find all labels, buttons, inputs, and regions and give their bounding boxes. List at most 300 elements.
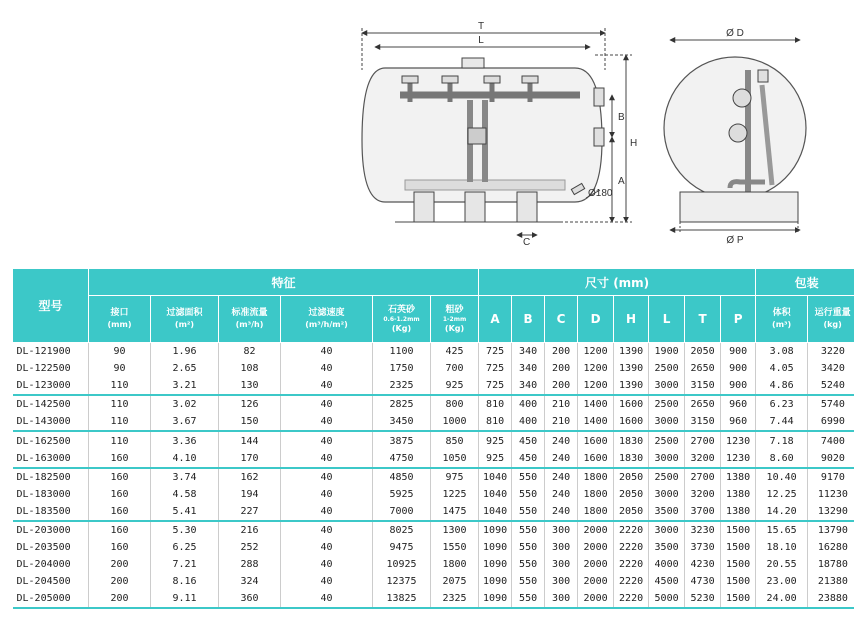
- dim-label-c: C: [523, 237, 531, 248]
- table-cell: 200: [89, 590, 151, 608]
- model-cell: DL-123000: [13, 377, 89, 395]
- col-unit: (Kg): [391, 323, 412, 333]
- table-cell: 210: [545, 395, 578, 413]
- model-cell: DL-182500: [13, 468, 89, 486]
- table-cell: 5.30: [151, 521, 219, 539]
- table-cell: 4500: [649, 573, 685, 590]
- table-cell: 340: [512, 360, 545, 377]
- table-cell: 10.40: [756, 468, 808, 486]
- table-cell: 1390: [614, 360, 649, 377]
- model-cell: DL-142500: [13, 395, 89, 413]
- table-cell: 2220: [614, 573, 649, 590]
- table-cell: 800: [431, 395, 479, 413]
- dim-label-a: A: [618, 176, 625, 187]
- table-cell: 240: [545, 503, 578, 521]
- table-cell: 12375: [373, 573, 431, 590]
- table-cell: 1600: [578, 450, 614, 468]
- table-cell: 1380: [721, 468, 756, 486]
- model-cell: DL-183000: [13, 486, 89, 503]
- model-cell: DL-122500: [13, 360, 89, 377]
- table-cell: 2000: [578, 556, 614, 573]
- col-label: 标准流量: [231, 308, 268, 318]
- table-cell: 1040: [479, 503, 512, 521]
- size-group-header: 尺寸 (mm): [479, 269, 756, 296]
- table-cell: 550: [512, 556, 545, 573]
- col-header-b: B: [512, 296, 545, 343]
- table-cell: 162: [219, 468, 281, 486]
- table-cell: 725: [479, 343, 512, 361]
- table-cell: 40: [281, 539, 373, 556]
- table-cell: 200: [545, 377, 578, 395]
- table-row: [13, 590, 854, 608]
- table-cell: 1040: [479, 468, 512, 486]
- col-unit: (m³/h/m²): [305, 320, 348, 329]
- table-cell: 2650: [685, 395, 721, 413]
- table-cell: 1100: [373, 343, 431, 361]
- table-cell: 18.10: [756, 539, 808, 556]
- col-header-coarse-sand: [431, 296, 479, 343]
- table-cell: 12.25: [756, 486, 808, 503]
- table-cell: 200: [89, 573, 151, 590]
- col-header-filter-speed: [281, 296, 373, 343]
- col-header-c: C: [545, 296, 578, 343]
- table-cell: 40: [281, 556, 373, 573]
- table-cell: 1800: [578, 503, 614, 521]
- table-cell: 2700: [685, 431, 721, 449]
- table-cell: 1400: [578, 413, 614, 431]
- table-cell: 450: [512, 431, 545, 449]
- table-cell: 110: [89, 413, 151, 431]
- table-cell: 9020: [820, 452, 845, 464]
- table-cell: 300: [545, 573, 578, 590]
- table-cell: 2000: [578, 539, 614, 556]
- table-cell: 8.60: [756, 450, 808, 468]
- table-cell: 550: [512, 503, 545, 521]
- col-label: 接口: [110, 308, 129, 318]
- table-row: [13, 395, 854, 413]
- col-label: 过滤速度: [308, 308, 345, 318]
- table-cell: 400: [512, 413, 545, 431]
- table-cell: 4.05: [756, 360, 808, 377]
- dim-label-diameter-p: Ø P: [726, 235, 744, 246]
- table-cell: 288: [219, 556, 281, 573]
- table-cell: 170: [219, 450, 281, 468]
- table-cell: 4000: [649, 556, 685, 573]
- table-cell: 194: [219, 486, 281, 503]
- table-cell: 340: [512, 343, 545, 361]
- table-cell: 5240: [820, 380, 845, 392]
- table-cell: 1225: [431, 486, 479, 503]
- table-cell: 1500: [721, 521, 756, 539]
- table-cell: 1830: [614, 450, 649, 468]
- table-cell: 90: [89, 343, 151, 361]
- table-cell: 2650: [685, 360, 721, 377]
- dim-label-d180: Ø180: [588, 188, 613, 199]
- table-cell: 3.36: [151, 431, 219, 449]
- table-cell: 2220: [614, 521, 649, 539]
- table-cell: 1000: [431, 413, 479, 431]
- table-cell: 150: [219, 413, 281, 431]
- table-cell: 15.65: [756, 521, 808, 539]
- table-cell: 450: [512, 450, 545, 468]
- side-view: [362, 28, 632, 235]
- table-cell: 1200: [578, 343, 614, 361]
- table-cell: 3.74: [151, 468, 219, 486]
- table-cell: 1040: [479, 486, 512, 503]
- table-cell: 550: [512, 521, 545, 539]
- col-header-port: [89, 296, 151, 343]
- table-cell: 40: [281, 343, 373, 361]
- table-row: [13, 450, 854, 468]
- table-cell: 9.11: [151, 590, 219, 608]
- table-cell: 3150: [685, 377, 721, 395]
- table-cell: 3700: [685, 503, 721, 521]
- package-group-header: 包装: [756, 269, 854, 296]
- table-cell: 3000: [649, 450, 685, 468]
- table-row: [13, 573, 854, 590]
- table-cell: 5000: [649, 590, 685, 608]
- table-cell: 160: [89, 450, 151, 468]
- dim-label-diameter-d: Ø D: [726, 28, 744, 39]
- table-cell: 975: [431, 468, 479, 486]
- col-header-filter-area: [151, 296, 219, 343]
- table-cell: 900: [721, 377, 756, 395]
- table-cell: 1380: [721, 486, 756, 503]
- table-cell: 425: [431, 343, 479, 361]
- table-cell: 227: [219, 503, 281, 521]
- model-cell: DL-183500: [13, 503, 89, 521]
- table-cell: 160: [89, 503, 151, 521]
- table-cell: 1600: [614, 413, 649, 431]
- table-cell: 6990: [820, 416, 845, 428]
- table-row: [13, 377, 854, 395]
- table-cell: 4730: [685, 573, 721, 590]
- col-header-volume: [756, 296, 808, 343]
- table-cell: 3000: [649, 521, 685, 539]
- table-cell: 1200: [578, 377, 614, 395]
- table-cell: 1500: [721, 573, 756, 590]
- table-cell: 160: [89, 468, 151, 486]
- table-row: [13, 431, 854, 449]
- table-cell: 16280: [817, 542, 848, 554]
- table-row: [13, 486, 854, 503]
- table-cell: 21380: [817, 576, 848, 588]
- table-cell: 216: [219, 521, 281, 539]
- table-cell: 1400: [578, 395, 614, 413]
- table-cell: 144: [219, 431, 281, 449]
- table-cell: 1500: [721, 590, 756, 608]
- table-cell: 40: [281, 486, 373, 503]
- table-cell: 40: [281, 503, 373, 521]
- technical-drawing: [0, 0, 854, 268]
- table-cell: 24.00: [756, 590, 808, 608]
- table-cell: 8025: [373, 521, 431, 539]
- table-cell: 3000: [649, 413, 685, 431]
- table-cell: 200: [545, 360, 578, 377]
- table-cell: 40: [281, 377, 373, 395]
- table-cell: 300: [545, 539, 578, 556]
- table-cell: 4.10: [151, 450, 219, 468]
- table-cell: 40: [281, 413, 373, 431]
- col-header-t: T: [685, 296, 721, 343]
- table-cell: 1.96: [151, 343, 219, 361]
- table-cell: 1600: [614, 395, 649, 413]
- table-cell: 1050: [431, 450, 479, 468]
- table-cell: 550: [512, 468, 545, 486]
- table-cell: 550: [512, 539, 545, 556]
- table-cell: 324: [219, 573, 281, 590]
- model-cell: DL-162500: [13, 431, 89, 449]
- table-cell: 2050: [685, 343, 721, 361]
- table-cell: 5230: [685, 590, 721, 608]
- table-cell: 3420: [820, 363, 845, 375]
- table-cell: 130: [219, 377, 281, 395]
- table-cell: 160: [89, 486, 151, 503]
- table-cell: 2325: [431, 590, 479, 608]
- table-cell: 2500: [649, 360, 685, 377]
- table-row: [13, 360, 854, 377]
- table-cell: 7.18: [756, 431, 808, 449]
- table-cell: 1380: [721, 503, 756, 521]
- table-cell: 1500: [721, 539, 756, 556]
- table-cell: 5.41: [151, 503, 219, 521]
- table-cell: 8.16: [151, 573, 219, 590]
- table-cell: 2500: [649, 468, 685, 486]
- col-header-flow: [219, 296, 281, 343]
- table-cell: 1550: [431, 539, 479, 556]
- dim-label-b: B: [618, 112, 625, 123]
- table-cell: 40: [281, 468, 373, 486]
- table-cell: 110: [89, 431, 151, 449]
- table-cell: 1900: [649, 343, 685, 361]
- table-cell: 810: [479, 413, 512, 431]
- col-header-quartz-sand: [373, 296, 431, 343]
- table-cell: 23880: [808, 590, 854, 608]
- table-cell: 110: [89, 395, 151, 413]
- table-cell: 13790: [808, 521, 854, 539]
- col-label: 运行重量: [814, 308, 851, 318]
- table-cell: 90: [89, 360, 151, 377]
- table-cell: 1090: [479, 573, 512, 590]
- table-cell: 1230: [721, 450, 756, 468]
- table-cell: 23.00: [756, 573, 808, 590]
- table-cell: 2325: [373, 377, 431, 395]
- col-label: 过滤面积: [166, 308, 203, 318]
- table-cell: 82: [219, 343, 281, 361]
- table-cell: 2000: [578, 521, 614, 539]
- table-cell: 6.23: [756, 395, 808, 413]
- table-cell: 3450: [373, 413, 431, 431]
- table-row: [13, 539, 854, 556]
- table-cell: 3500: [649, 539, 685, 556]
- table-cell: 7400: [808, 431, 854, 449]
- table-cell: 1500: [721, 556, 756, 573]
- col-note: 0.6-1.2mm: [383, 315, 420, 323]
- table-cell: 3730: [685, 539, 721, 556]
- table-cell: 550: [512, 590, 545, 608]
- front-view: [664, 40, 806, 234]
- table-row: [13, 556, 854, 573]
- table-cell: 110: [89, 377, 151, 395]
- table-cell: 7000: [373, 503, 431, 521]
- col-header-a: A: [479, 296, 512, 343]
- table-cell: 40: [281, 573, 373, 590]
- col-note: 1-2mm: [442, 315, 467, 323]
- table-cell: 20.55: [756, 556, 808, 573]
- col-header-d: D: [578, 296, 614, 343]
- col-label: 石英砂: [387, 304, 415, 315]
- table-cell: 2220: [614, 556, 649, 573]
- table-cell: 1200: [578, 360, 614, 377]
- table-cell: 300: [545, 556, 578, 573]
- table-cell: 1750: [373, 360, 431, 377]
- table-cell: 210: [545, 413, 578, 431]
- table-cell: 2075: [431, 573, 479, 590]
- col-unit: (Kg): [444, 323, 465, 333]
- table-cell: 1090: [479, 539, 512, 556]
- table-cell: 400: [512, 395, 545, 413]
- table-row: [13, 413, 854, 431]
- table-cell: 2000: [578, 573, 614, 590]
- table-cell: 40: [281, 590, 373, 608]
- table-cell: 1800: [578, 486, 614, 503]
- model-cell: DL-121900: [13, 343, 89, 361]
- table-cell: 3.02: [151, 395, 219, 413]
- table-cell: 550: [512, 486, 545, 503]
- table-cell: 240: [545, 431, 578, 449]
- table-cell: 300: [545, 590, 578, 608]
- table-cell: 126: [219, 395, 281, 413]
- table-cell: 2050: [614, 486, 649, 503]
- table-cell: 810: [479, 395, 512, 413]
- table-cell: 1230: [721, 431, 756, 449]
- dim-label-h: H: [630, 138, 638, 149]
- table-cell: 900: [721, 343, 756, 361]
- table-cell: 925: [479, 450, 512, 468]
- table-cell: 1800: [578, 468, 614, 486]
- table-cell: 2050: [614, 468, 649, 486]
- table-cell: 160: [89, 521, 151, 539]
- table-cell: 40: [281, 431, 373, 449]
- table-cell: 2050: [614, 503, 649, 521]
- spec-table: [12, 268, 854, 609]
- table-cell: 925: [479, 431, 512, 449]
- table-cell: 3.08: [756, 343, 808, 361]
- table-cell: 1830: [614, 431, 649, 449]
- table-cell: 160: [89, 539, 151, 556]
- table-cell: 3150: [685, 413, 721, 431]
- table-cell: 40: [281, 450, 373, 468]
- feature-group-header: 特征: [89, 269, 479, 296]
- table-cell: 2000: [578, 590, 614, 608]
- dim-label-t: T: [477, 21, 485, 32]
- table-cell: 7.21: [151, 556, 219, 573]
- table-cell: 2500: [649, 431, 685, 449]
- table-cell: 725: [479, 360, 512, 377]
- table-cell: 40: [281, 395, 373, 413]
- table-cell: 900: [721, 360, 756, 377]
- col-header-operating-weight: [808, 296, 854, 343]
- table-cell: 3.67: [151, 413, 219, 431]
- table-cell: 9170: [808, 468, 854, 486]
- table-row: [13, 521, 854, 539]
- table-cell: 700: [431, 360, 479, 377]
- table-cell: 240: [545, 450, 578, 468]
- model-cell: DL-205000: [13, 590, 89, 608]
- table-cell: 252: [219, 539, 281, 556]
- table-cell: 3000: [649, 377, 685, 395]
- table-cell: 2500: [649, 395, 685, 413]
- table-cell: 1390: [614, 377, 649, 395]
- table-cell: 200: [89, 556, 151, 573]
- table-cell: 240: [545, 486, 578, 503]
- table-cell: 725: [479, 377, 512, 395]
- table-cell: 18780: [817, 559, 848, 571]
- table-cell: 3230: [685, 521, 721, 539]
- table-cell: 10925: [373, 556, 431, 573]
- col-unit: (mm): [107, 320, 132, 329]
- table-cell: 850: [431, 431, 479, 449]
- table-cell: 3500: [649, 503, 685, 521]
- table-cell: 3.21: [151, 377, 219, 395]
- table-cell: 1390: [614, 343, 649, 361]
- table-row: [13, 503, 854, 521]
- model-cell: DL-143000: [13, 413, 89, 431]
- col-header-l: L: [649, 296, 685, 343]
- table-cell: 1090: [479, 556, 512, 573]
- table-cell: 4850: [373, 468, 431, 486]
- table-cell: 925: [431, 377, 479, 395]
- table-row: [13, 343, 854, 361]
- table-cell: 4.86: [756, 377, 808, 395]
- table-cell: 200: [545, 343, 578, 361]
- table-cell: 1090: [479, 521, 512, 539]
- table-cell: 2700: [685, 468, 721, 486]
- col-header-h: H: [614, 296, 649, 343]
- model-cell: DL-203500: [13, 539, 89, 556]
- spec-table-body: [13, 343, 854, 609]
- table-cell: 4750: [373, 450, 431, 468]
- dim-label-l: L: [478, 35, 484, 46]
- table-cell: 1300: [431, 521, 479, 539]
- table-cell: 108: [219, 360, 281, 377]
- table-cell: 13825: [373, 590, 431, 608]
- col-unit: (m³/h): [235, 320, 264, 329]
- table-cell: 300: [545, 521, 578, 539]
- col-unit: (m³): [772, 320, 792, 329]
- table-cell: 5925: [373, 486, 431, 503]
- table-cell: 340: [512, 377, 545, 395]
- col-header-p: P: [721, 296, 756, 343]
- table-cell: 960: [721, 395, 756, 413]
- spec-table-header: [13, 269, 854, 343]
- table-cell: 4230: [685, 556, 721, 573]
- model-cell: DL-204000: [13, 556, 89, 573]
- table-cell: 3200: [685, 450, 721, 468]
- table-cell: 7.44: [756, 413, 808, 431]
- table-cell: 240: [545, 468, 578, 486]
- table-cell: 3000: [649, 486, 685, 503]
- table-cell: 14.20: [756, 503, 808, 521]
- table-cell: 9475: [373, 539, 431, 556]
- model-cell: DL-203000: [13, 521, 89, 539]
- table-cell: 1090: [479, 590, 512, 608]
- table-cell: 3220: [820, 346, 845, 358]
- table-cell: 1800: [431, 556, 479, 573]
- table-cell: 2220: [614, 539, 649, 556]
- table-cell: 360: [219, 590, 281, 608]
- table-cell: 6.25: [151, 539, 219, 556]
